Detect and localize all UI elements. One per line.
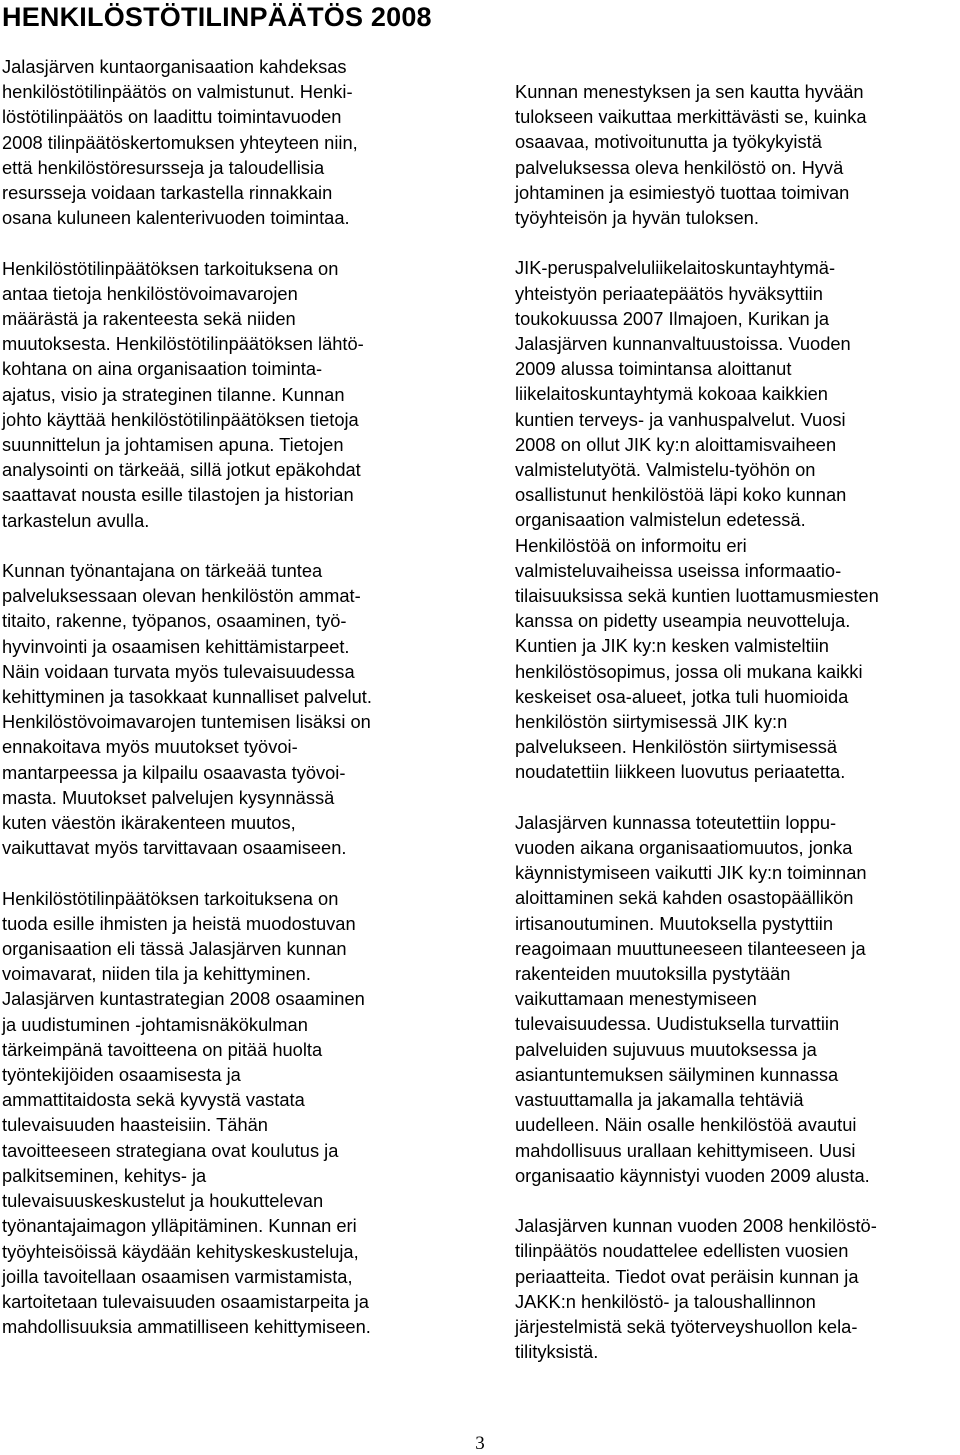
paragraph: Henkilöstötilinpäätöksen tarkoituksena on antaa tietoja henkilöstövoimavarojen määrästä ja rakenteesta sekä niiden muutoksesta. Henkilöstötilinpäätöksen lähtö- kohtana on aina organisaation toiminta- ajatus, visio ja strateginen tilanne. Kunnan johto käyttää henkilöstötilinpäätöksen tietoja suunnittelun ja johtamisen apuna. Tietojen analysointi on tärkeää, sillä jotkut epäkohdat saattavat nousta esille tilastojen ja historian tarkastelun avulla. (2, 257, 364, 531)
page-title: HENKILÖSTÖTILINPÄÄTÖS 2008 (2, 2, 432, 32)
paragraph: Kunnan menestyksen ja sen kautta hyvään tulokseen vaikuttaa merkittävästi se, kuinka osaavaa, motivoitunutta ja työkykyistä palveluksessa oleva henkilöstö on. Hyvä johtaminen ja esimiestyö tuottaa toimivan työyhteisön ja hyvän tuloksen. (515, 81, 867, 229)
page-number: 3 (475, 1433, 485, 1454)
left-column (2, 54, 446, 1365)
paragraph: Henkilöstötilinpäätöksen tarkoituksena on tuoda esille ihmisten ja heistä muodostuvan organisaation eli tässä Jalasjärven kunnan voimavarat, niiden tila ja kehittyminen. Jalasjärven kuntastrategian 2008 osaaminen ja uudistuminen -johtamisnäkökulman tärkeimpänä tavoitteena on pitää huolta työntekijöiden osaamisesta ja ammattitaidosta sekä kyvystä vastata tulevaisuuden haasteisiin. Tähän tavoitteeseen strategiana ovat koulutus ja palkitseminen, kehitys- ja tulevaisuuskeskustelut ja houkuttelevan työnantajaimagon ylläpitäminen. Kunnan eri työyhteisöissä käydään kehityskeskusteluja, joilla tavoitellaan osaamisen varmistamista, kartoitetaan tulevaisuuden osaamistarpeita ja mahdollisuuksia ammatilliseen kehittymiseen. (2, 887, 371, 1338)
paragraph: Jalasjärven kunnan vuoden 2008 henkilöstö- tilinpäätös noudattelee edellisten vuosien periaatteita. Tiedot ovat peräisin kunnan ja JAKK:n henkilöstö- ja taloushallinnon järjestelmistä sekä työterveyshuollon kela- tilityksistä. (515, 1215, 877, 1363)
right-column (515, 79, 958, 1390)
paragraph: Jalasjärven kunnassa toteutettiin loppu- vuoden aikana organisaatiomuutos, jonka käynnistymiseen vaikutti JIK ky:n toiminnan aloittaminen sekä kahden osastopäällikön irtisanoutuminen. Muutoksella pystyttiin reagoimaan muuttuneeseen tilanteeseen ja rakenteiden muutoksilla pystytään vaikuttamaan menestymiseen tulevaisuudessa. Uudistuksella turvattiin palveluiden sujuvuus muutoksessa ja asiantuntemuksen säilyminen kunnassa vastuuttamalla ja jakamalla tehtäviä uudelleen. Näin osalle henkilöstöä avautui mahdollisuus urallaan kehittymiseen. Uusi organisaatio käynnistyi vuoden 2009 alusta. (515, 811, 870, 1186)
paragraph: JIK-peruspalveluliikelaitoskuntayhtymä- yhteistyön periaatepäätös hyväksyttiin toukokuussa 2007 Ilmajoen, Kurikan ja Jalasjärven kunnanvaltuustoissa. Vuoden 2009 alussa toimintansa aloittanut liikelaitoskuntayhtymä kokoaa kaikkien kuntien terveys- ja vanhuspalvelut. Vuosi 2008 on ollut JIK ky:n aloittamisvaiheen valmistelutyötä. Valmistelu-työhön on osallistunut henkilöstöä läpi koko kunnan organisaation valmistelun edetessä. Henkilöstöä on informoitu eri valmisteluvaiheissa useissa informaatio- tilaisuuksissa sekä kuntien luottamusmiesten kanssa on pidetty useampia neuvotteluja. Kuntien ja JIK ky:n kesken valmisteltiin henkilöstösopimus, jossa oli mukana kaikki keskeiset osa-alueet, jotka tuli huomioida henkilöstön siirtymisessä JIK ky:n palvelukseen. Henkilöstön siirtymisessä noudatettiin liikkeen luovutus periaatetta. (515, 257, 879, 783)
paragraph: Kunnan työnantajana on tärkeää tuntea palveluksessaan olevan henkilöstön ammat- titaito, rakenne, työpanos, osaaminen, työ- hyvinvointi ja osaamisen kehittämistarpeet. Näin voidaan turvata myös tulevaisuudessa kehittyminen ja tasokkaat kunnalliset palvelut. Henkilöstövoimavarojen tuntemisen lisäksi on ennakoitava myös muutokset työvoi- mantarpeessa ja kilpailu osaavasta työvoi- masta. Muutokset palvelujen kysynnässä kuten väestön ikärakenteen muutos, vaikuttavat myös tarvittavaan osaamiseen. (2, 560, 372, 859)
paragraph: Jalasjärven kuntaorganisaation kahdeksas henkilöstötilinpäätös on valmistunut. Henki- löstötilinpäätös on laadittu toimintavuoden 2008 tilinpäätöskertomuksen yhteyteen niin, että henkilöstöresursseja ja taloudellisia resursseja voidaan tarkastella rinnakkain osana kuluneen kalenterivuoden toimintaa. (2, 56, 358, 229)
